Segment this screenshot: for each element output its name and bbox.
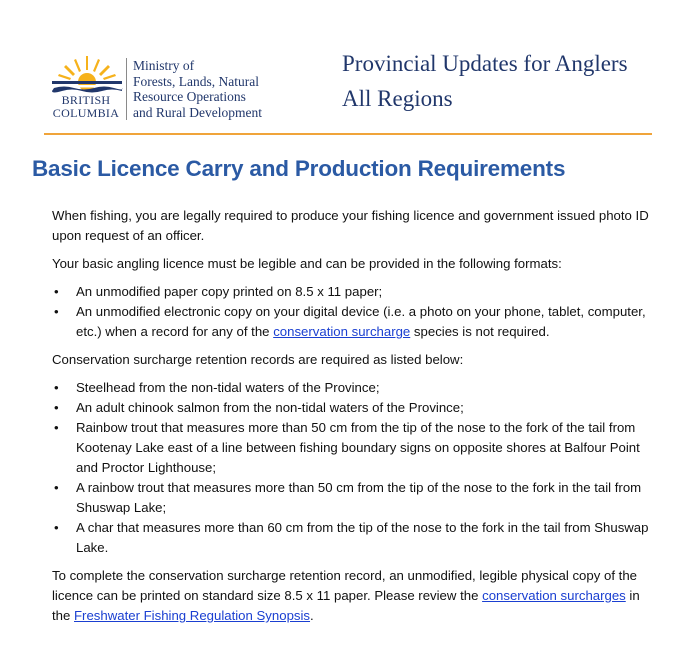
bullet: • [54, 420, 59, 435]
bullet: • [54, 380, 59, 395]
document-header [0, 0, 694, 140]
list-item-text: A char that measures more than 60 cm from the tip of the nose to the fork in the tail from Shuswap Lake. [76, 520, 649, 555]
paragraph-text: To complete the conservation surcharge retention record, an unmodified, legible physical copy of the licence can be printed on standard size 8.5 x 11 paper. Please review the [52, 568, 637, 603]
regulation-synopsis-link[interactable]: Freshwater Fishing Regulation Synopsis [74, 608, 311, 623]
paragraph-text: in the [52, 588, 640, 623]
paragraph [52, 566, 652, 626]
list-item [52, 398, 652, 418]
document-title [342, 46, 628, 116]
bullet: • [54, 480, 59, 495]
ministry-line: and Rural Development [133, 104, 262, 120]
list-item-text: An unmodified electronic copy on your digital device (i.e. a photo on your phone, tablet, computer, etc.) when a record for any of the [76, 304, 646, 339]
paragraph: Your basic angling licence must be legible and can be provided in the following formats: [52, 256, 562, 271]
paragraph: Conservation surcharge retention records are required as listed below: [52, 352, 464, 367]
logo-divider [126, 58, 127, 120]
ministry-line: Ministry of [133, 58, 195, 73]
bc-wordmark [44, 94, 128, 119]
list-item-text: A rainbow trout that measures more than 50 cm from the tip of the nose to the fork in the tail from Shuswap Lake; [76, 480, 642, 515]
conservation-surcharges-link[interactable]: conservation surcharges [482, 588, 626, 603]
list-item-text: Rainbow trout that measures more than 50 cm from the tip of the nose to the fork of the tail from Kootenay Lake east of a line between fishing boundary signs on opposite shores at Balfour Point and Proctor Lighthouse; [76, 420, 640, 475]
section-heading: Basic Licence Carry and Production Requirements [32, 156, 566, 181]
ministry-line: Forests, Lands, Natural [133, 73, 259, 89]
list-item-text: Steelhead from the non-tidal waters of the Province; [76, 380, 380, 395]
licence-formats-list [52, 282, 652, 342]
bullet: • [54, 400, 59, 415]
document-body [52, 206, 652, 634]
bc-wordmark-line: COLUMBIA [52, 105, 120, 120]
paragraph-text: . [310, 608, 314, 623]
retention-records-list [52, 378, 652, 558]
list-item [52, 478, 652, 518]
list-item [52, 418, 652, 478]
ministry-name [133, 58, 262, 120]
paragraph: When fishing, you are legally required to produce your fishing licence and government issued photo ID upon request of an officer. [52, 208, 649, 243]
list-item [52, 302, 652, 342]
bullet: • [54, 284, 59, 299]
bullet: • [54, 304, 59, 319]
bc-wordmark-line: BRITISH [61, 93, 111, 107]
conservation-surcharge-link[interactable]: conservation surcharge [273, 324, 411, 339]
document-title-line: Provincial Updates for Anglers [342, 51, 628, 76]
list-item-text: An unmodified paper copy printed on 8.5 x 11 paper; [76, 284, 383, 299]
list-item [52, 282, 652, 302]
list-item-text: An adult chinook salmon from the non-tidal waters of the Province; [76, 400, 464, 415]
sun-over-waves-icon [44, 52, 130, 96]
bullet: • [54, 520, 59, 535]
list-item-text: species is not required. [410, 324, 550, 339]
ministry-line: Resource Operations [133, 89, 246, 104]
list-item [52, 378, 652, 398]
list-item [52, 518, 652, 558]
header-rule [44, 133, 652, 135]
document-title-line: All Regions [342, 86, 453, 111]
